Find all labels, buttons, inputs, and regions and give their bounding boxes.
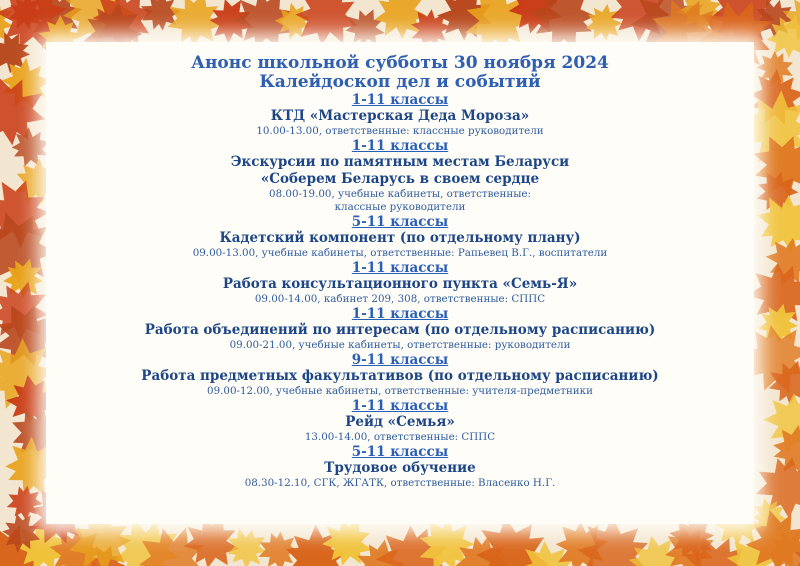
- event-title: Трудовое обучение: [324, 460, 476, 476]
- page-title: Анонс школьной субботы 30 ноября 2024: [191, 53, 609, 73]
- event-details: 10.00-13.00, ответственные: классные руководители: [256, 125, 544, 137]
- event-title: Рейд «Семья»: [345, 414, 455, 430]
- event-block: [0, 307, 800, 352]
- event-details: 09.00-12.00, учебные кабинеты, ответственные: учителя-предметники: [207, 385, 593, 397]
- event-title: Работа предметных факультативов (по отдельному расписанию): [141, 368, 659, 384]
- event-title: «Соберем Беларусь в своем сердце: [260, 171, 540, 187]
- event-classes: 1-11 классы: [351, 92, 449, 108]
- event-title: Работа объединений по интересам (по отдельному расписанию): [144, 322, 656, 338]
- event-classes: 1-11 классы: [351, 398, 449, 414]
- event-block: [0, 93, 800, 138]
- event-classes: 9-11 классы: [351, 352, 449, 368]
- event-title: Кадетский компонент (по отдельному плану): [219, 230, 581, 246]
- event-block: [0, 353, 800, 398]
- event-title: Экскурсии по памятным местам Беларуси: [230, 154, 570, 170]
- event-details: 09.00-14.00, кабинет 209, 308, ответственные: СППС: [254, 293, 546, 305]
- events-list: [0, 93, 800, 490]
- page-subtitle: Калейдоскоп дел и событий: [259, 72, 541, 92]
- event-details: 08.30-12.10, СГК, ЖГАТК, ответственные: Власенко Н.Г.: [244, 477, 556, 489]
- event-title: КТД «Мастерская Деда Мороза»: [270, 108, 530, 124]
- event-classes: 5-11 классы: [351, 444, 449, 460]
- event-title: Работа консультационного пункта «Семь-Я»: [222, 276, 578, 292]
- event-details: 09.00-13.00, учебные кабинеты, ответственные: Рапьевец В.Г., воспитатели: [192, 247, 608, 259]
- event-details: 09.00-21.00, учебные кабинеты, ответственные: руководители: [229, 339, 571, 351]
- event-classes: 1-11 классы: [351, 260, 449, 276]
- event-block: [0, 399, 800, 444]
- event-classes: 1-11 классы: [351, 138, 449, 154]
- event-block: [0, 139, 800, 214]
- event-details: 08.00-19.00, учебные кабинеты, ответственные:: [269, 188, 531, 200]
- event-block: [0, 445, 800, 490]
- event-details: классные руководители: [334, 201, 466, 213]
- event-details: 13.00-14.00, ответственные: СППС: [304, 431, 496, 443]
- event-classes: 1-11 классы: [351, 306, 449, 322]
- event-block: [0, 261, 800, 306]
- announcement-content: [0, 54, 800, 490]
- event-block: [0, 215, 800, 260]
- event-classes: 5-11 классы: [351, 214, 449, 230]
